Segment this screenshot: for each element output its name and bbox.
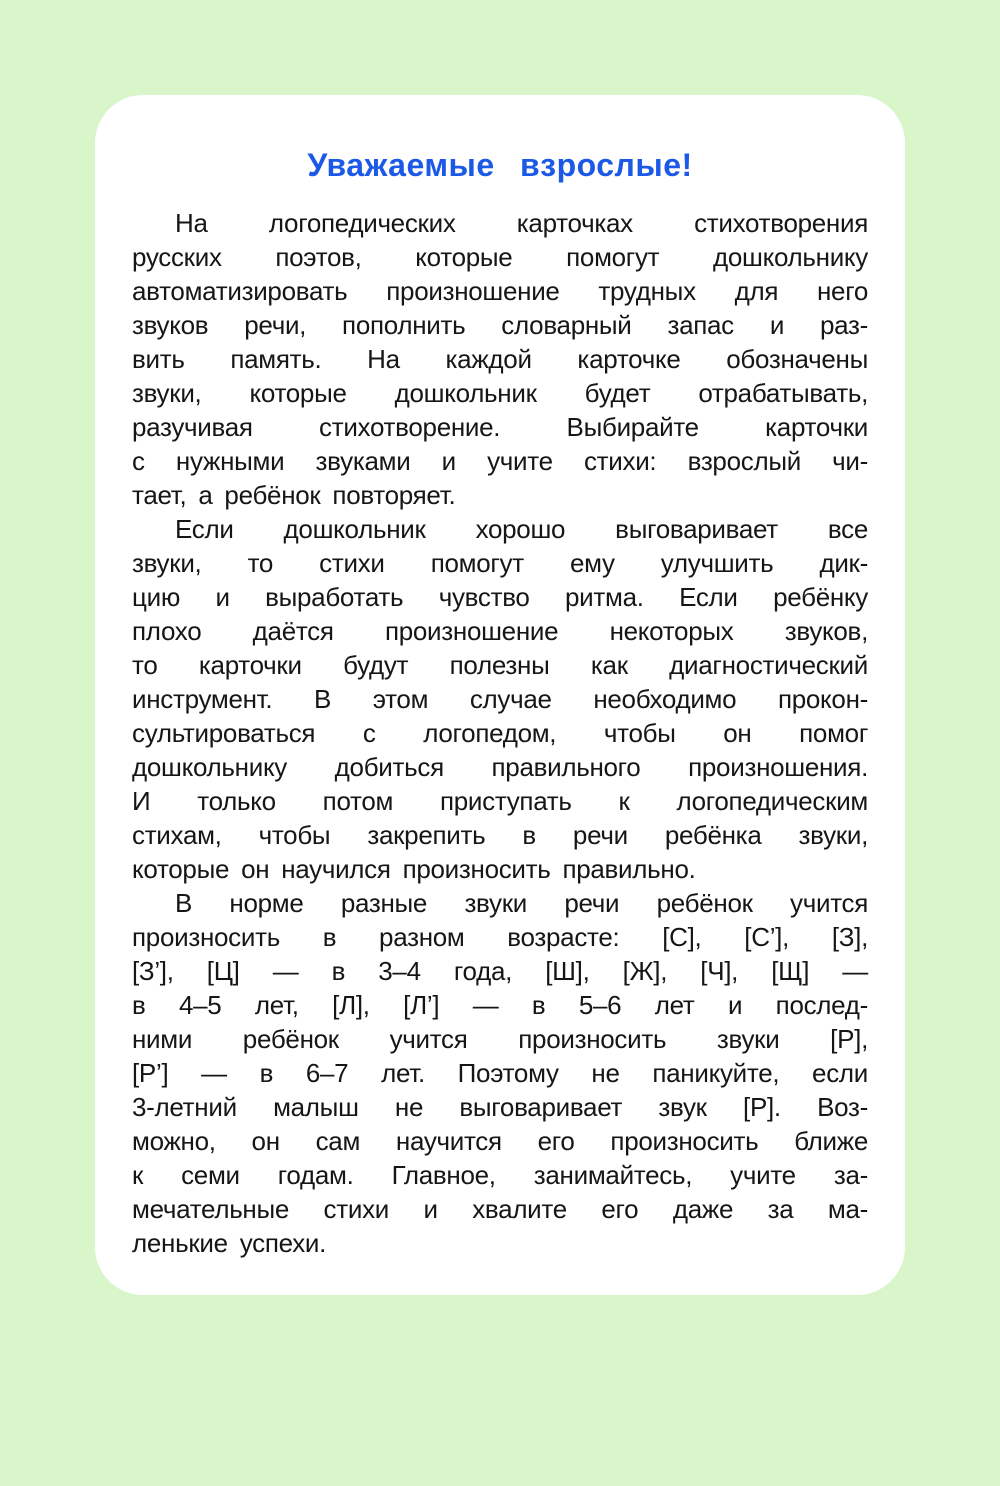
text-line: Если дошкольник хорошо выговаривает все [175, 514, 868, 544]
text-line: На логопедических карточках стихотворения [175, 208, 868, 238]
text-line: сультироваться с логопедом, чтобы он помог [132, 718, 868, 748]
text-line: В норме разные звуки речи ребёнок учится [175, 888, 868, 918]
page-background [0, 95, 1000, 1486]
text-line: мечательные стихи и хвалите его даже за ма- [132, 1194, 868, 1224]
paragraph [132, 886, 868, 1260]
page-title: Уважаемые взрослые! [307, 147, 693, 183]
text-line: звуков речи, пополнить словарный запас и раз- [132, 310, 868, 340]
text-line: ними ребёнок учится произносить звуки [Р], [132, 1024, 868, 1054]
text-line: автоматизировать произношение трудных для него [132, 276, 868, 306]
text-line: с нужными звуками и учите стихи: взрослый чи- [132, 446, 868, 476]
text-line: в 4–5 лет, [Л], [Л’] — в 5–6 лет и послед- [132, 990, 868, 1020]
text-line: русских поэтов, которые помогут дошкольнику [132, 242, 868, 272]
text-line: плохо даётся произношение некоторых звуков, [132, 616, 868, 646]
body-text [132, 206, 868, 1260]
paragraph [132, 512, 868, 886]
text-line: звуки, то стихи помогут ему улучшить дик- [132, 548, 868, 578]
text-line: стихам, чтобы закрепить в речи ребёнка звуки, [132, 820, 868, 850]
text-line: ленькие успехи. [132, 1228, 327, 1258]
text-line: то карточки будут полезны как диагностический [132, 650, 868, 680]
text-line: произносить в разном возрасте: [С], [С’], [З], [132, 922, 868, 952]
text-line: которые он научился произносить правильно. [132, 854, 696, 884]
text-line: цию и выработать чувство ритма. Если ребёнку [132, 582, 868, 612]
text-line: [Р’] — в 6–7 лет. Поэтому не паникуйте, если [132, 1058, 868, 1088]
paragraph [132, 206, 868, 512]
text-line: тает, а ребёнок повторяет. [132, 480, 456, 510]
text-line: разучивая стихотворение. Выбирайте карточки [132, 412, 868, 442]
text-line: дошкольнику добиться правильного произношения. [132, 752, 868, 782]
text-line: [З’], [Ц] — в 3–4 года, [Ш], [Ж], [Ч], [Щ] — [132, 956, 868, 986]
content-card [95, 95, 905, 1295]
text-line: инструмент. В этом случае необходимо прокон- [132, 684, 868, 714]
text-line: можно, он сам научится его произносить ближе [132, 1126, 868, 1156]
text-line: 3-летний малыш не выговаривает звук [Р]. Воз- [132, 1092, 868, 1122]
text-line: И только потом приступать к логопедическим [132, 786, 868, 816]
text-line: к семи годам. Главное, занимайтесь, учите за- [132, 1160, 868, 1190]
text-line: звуки, которые дошкольник будет отрабатывать, [132, 378, 868, 408]
text-line: вить память. На каждой карточке обозначены [132, 344, 868, 374]
